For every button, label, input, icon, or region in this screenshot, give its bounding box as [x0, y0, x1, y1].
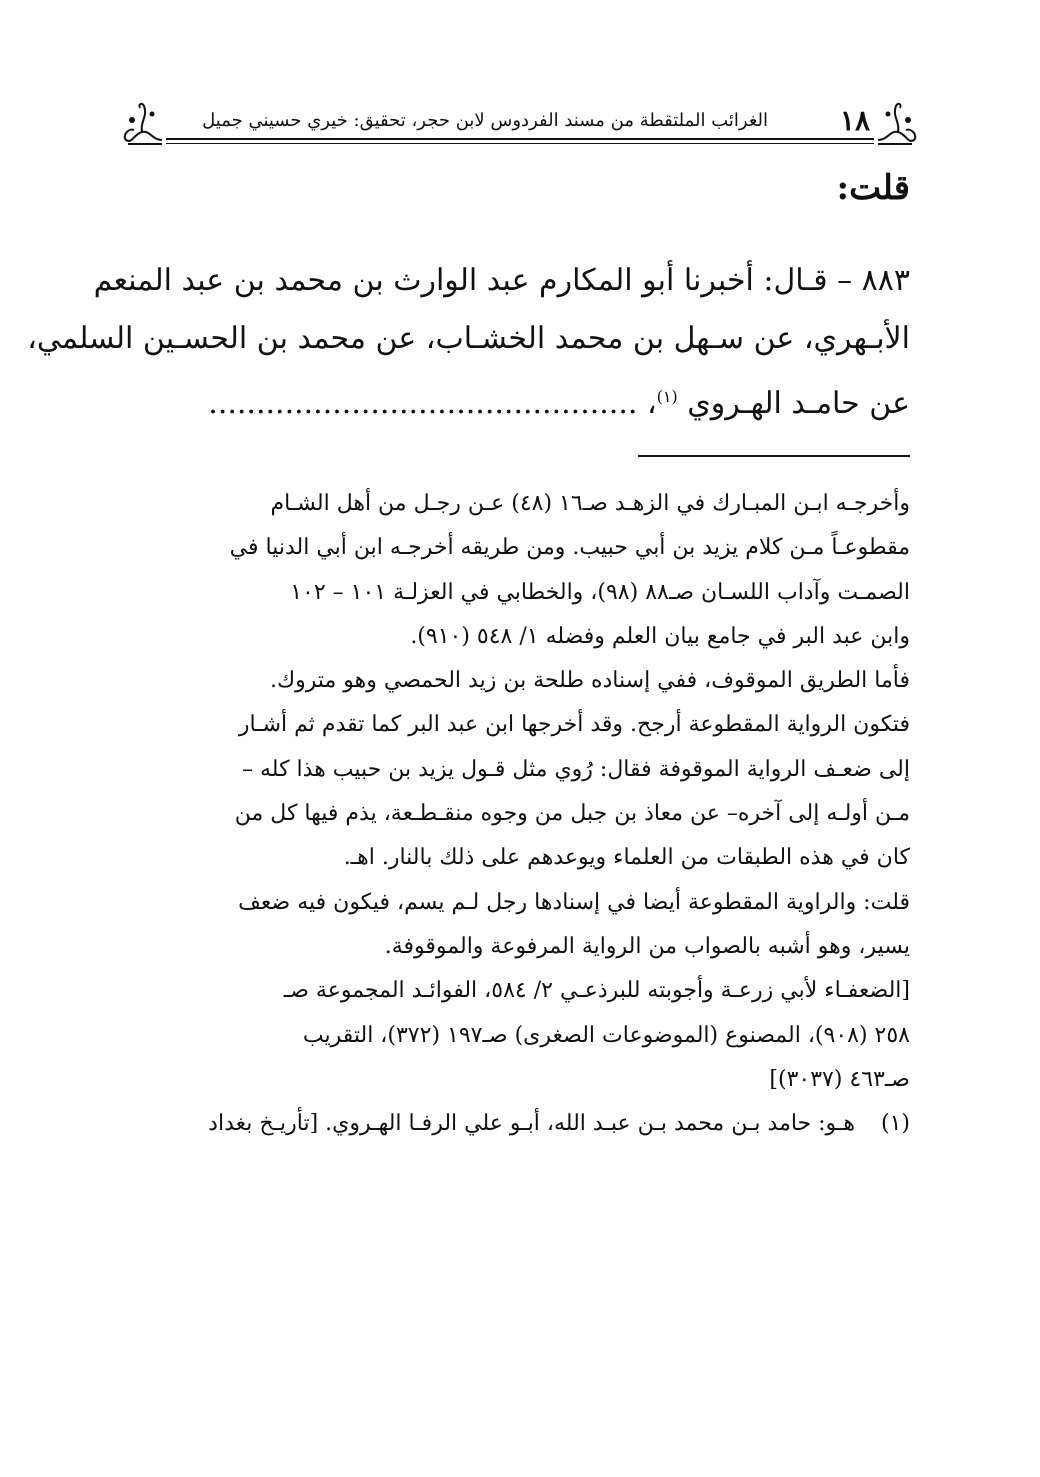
header-rule [166, 138, 874, 140]
section-heading: قلت: [836, 168, 910, 208]
footnote-line: فتكون الرواية المقطوعة أرجح. وقد أخرجها ابن عبد البر كما تقدم ثم أشـار [238, 712, 910, 738]
footnote-line: وأخرجـه ابـن المبـارك في الزهـد صـ١٦ (٤٨) عـن رجـل من أهل الشـام [270, 491, 910, 516]
left-ornament-icon [122, 100, 166, 150]
footnote-line: يسير، وهو أشبه بالصواب من الرواية المرفوعة والموقوفة. [384, 933, 910, 959]
footnote-line: قلت: والراوية المقطوعة أيضا في إسنادها رجل لـم يسم، فيكون فيه ضعف [238, 889, 910, 915]
running-title: الغرائب الملتقطة من مسند الفردوس لابن حجر، تحقيق: خيري حسيني جميل [202, 110, 768, 131]
hadith-line: الأبـهري، عن سـهل بن محمد الخشـاب، عن محمد بن الحسـين السلمي، [27, 321, 910, 356]
footnote-line: وابن عبد البر في جامع بيان العلم وفضله ١/ ٥٤٨ (٩١٠). [410, 623, 910, 649]
footnote-separator [638, 455, 910, 457]
page-number: ١٨ [839, 104, 870, 137]
footnotes [130, 482, 910, 1146]
hadith-line-last [130, 368, 910, 433]
footnote-line: صـ٤٦٣ (٣٠٣٧)] [769, 1066, 910, 1092]
footnote-line: مـن أولـه إلى آخره– عن معاذ بن جبل من وجوه منقـطـعة، يذم فيها كل من [234, 801, 910, 827]
hadith-line-text: عن حامـد الهـروي [687, 386, 910, 421]
right-ornament-icon [874, 100, 918, 150]
footnote-reference: (١) [656, 387, 678, 406]
footnote-line: الصمـت وآداب اللسـان صـ٨٨ (٩٨)، والخطابي في العزلـة ١٠١ – ١٠٢ [290, 579, 910, 605]
hadith-line: ٨٨٣ – قـال: أخبرنا أبو المكارم عبد الوارث بن محمد بن عبد المنعم [93, 263, 910, 298]
hadith-text [27, 252, 910, 433]
footnote-number: (١) [880, 1111, 910, 1137]
footnote-line: ٢٥٨ (٩٠٨)، المصنوع (الموضوعات الصغرى) صـ١٩٧ (٣٧٢)، التقريب [302, 1022, 910, 1048]
footnote-line: فأما الطريق الموقوف، ففي إسناده طلحة بن زيد الحمصي وهو متروك. [270, 668, 910, 694]
footnote-line: كان في هذه الطبقات من العلماء ويوعدهم على ذلك بالنار. اهـ. [343, 845, 910, 871]
hadith-ellipsis: ، ............................................. [208, 386, 657, 421]
header-rule-thin [166, 143, 874, 144]
footnote-line: إلى ضعـف الرواية الموقوفة فقال: رُوي مثل قـول يزيد بن حبيب هذا كله – [242, 756, 910, 782]
page-header [122, 100, 918, 150]
footnote-item [130, 1102, 910, 1146]
footnote-line: مقطوعـاً مـن كلام يزيد بن أبي حبيب. ومن طريقه أخرجـه ابن أبي الدنيا في [229, 535, 910, 561]
footnote-line: [الضعفـاء لأبي زرعـة وأجوبته للبرذعـي ٢/ ٥٨٤، الفوائـد المجموعة صـ [283, 978, 910, 1004]
footnote-item-text: هـو: حامد بـن محمد بـن عبـد الله، أبـو علي الرفـا الهـروي. [تأريـخ بغداد [208, 1111, 855, 1137]
